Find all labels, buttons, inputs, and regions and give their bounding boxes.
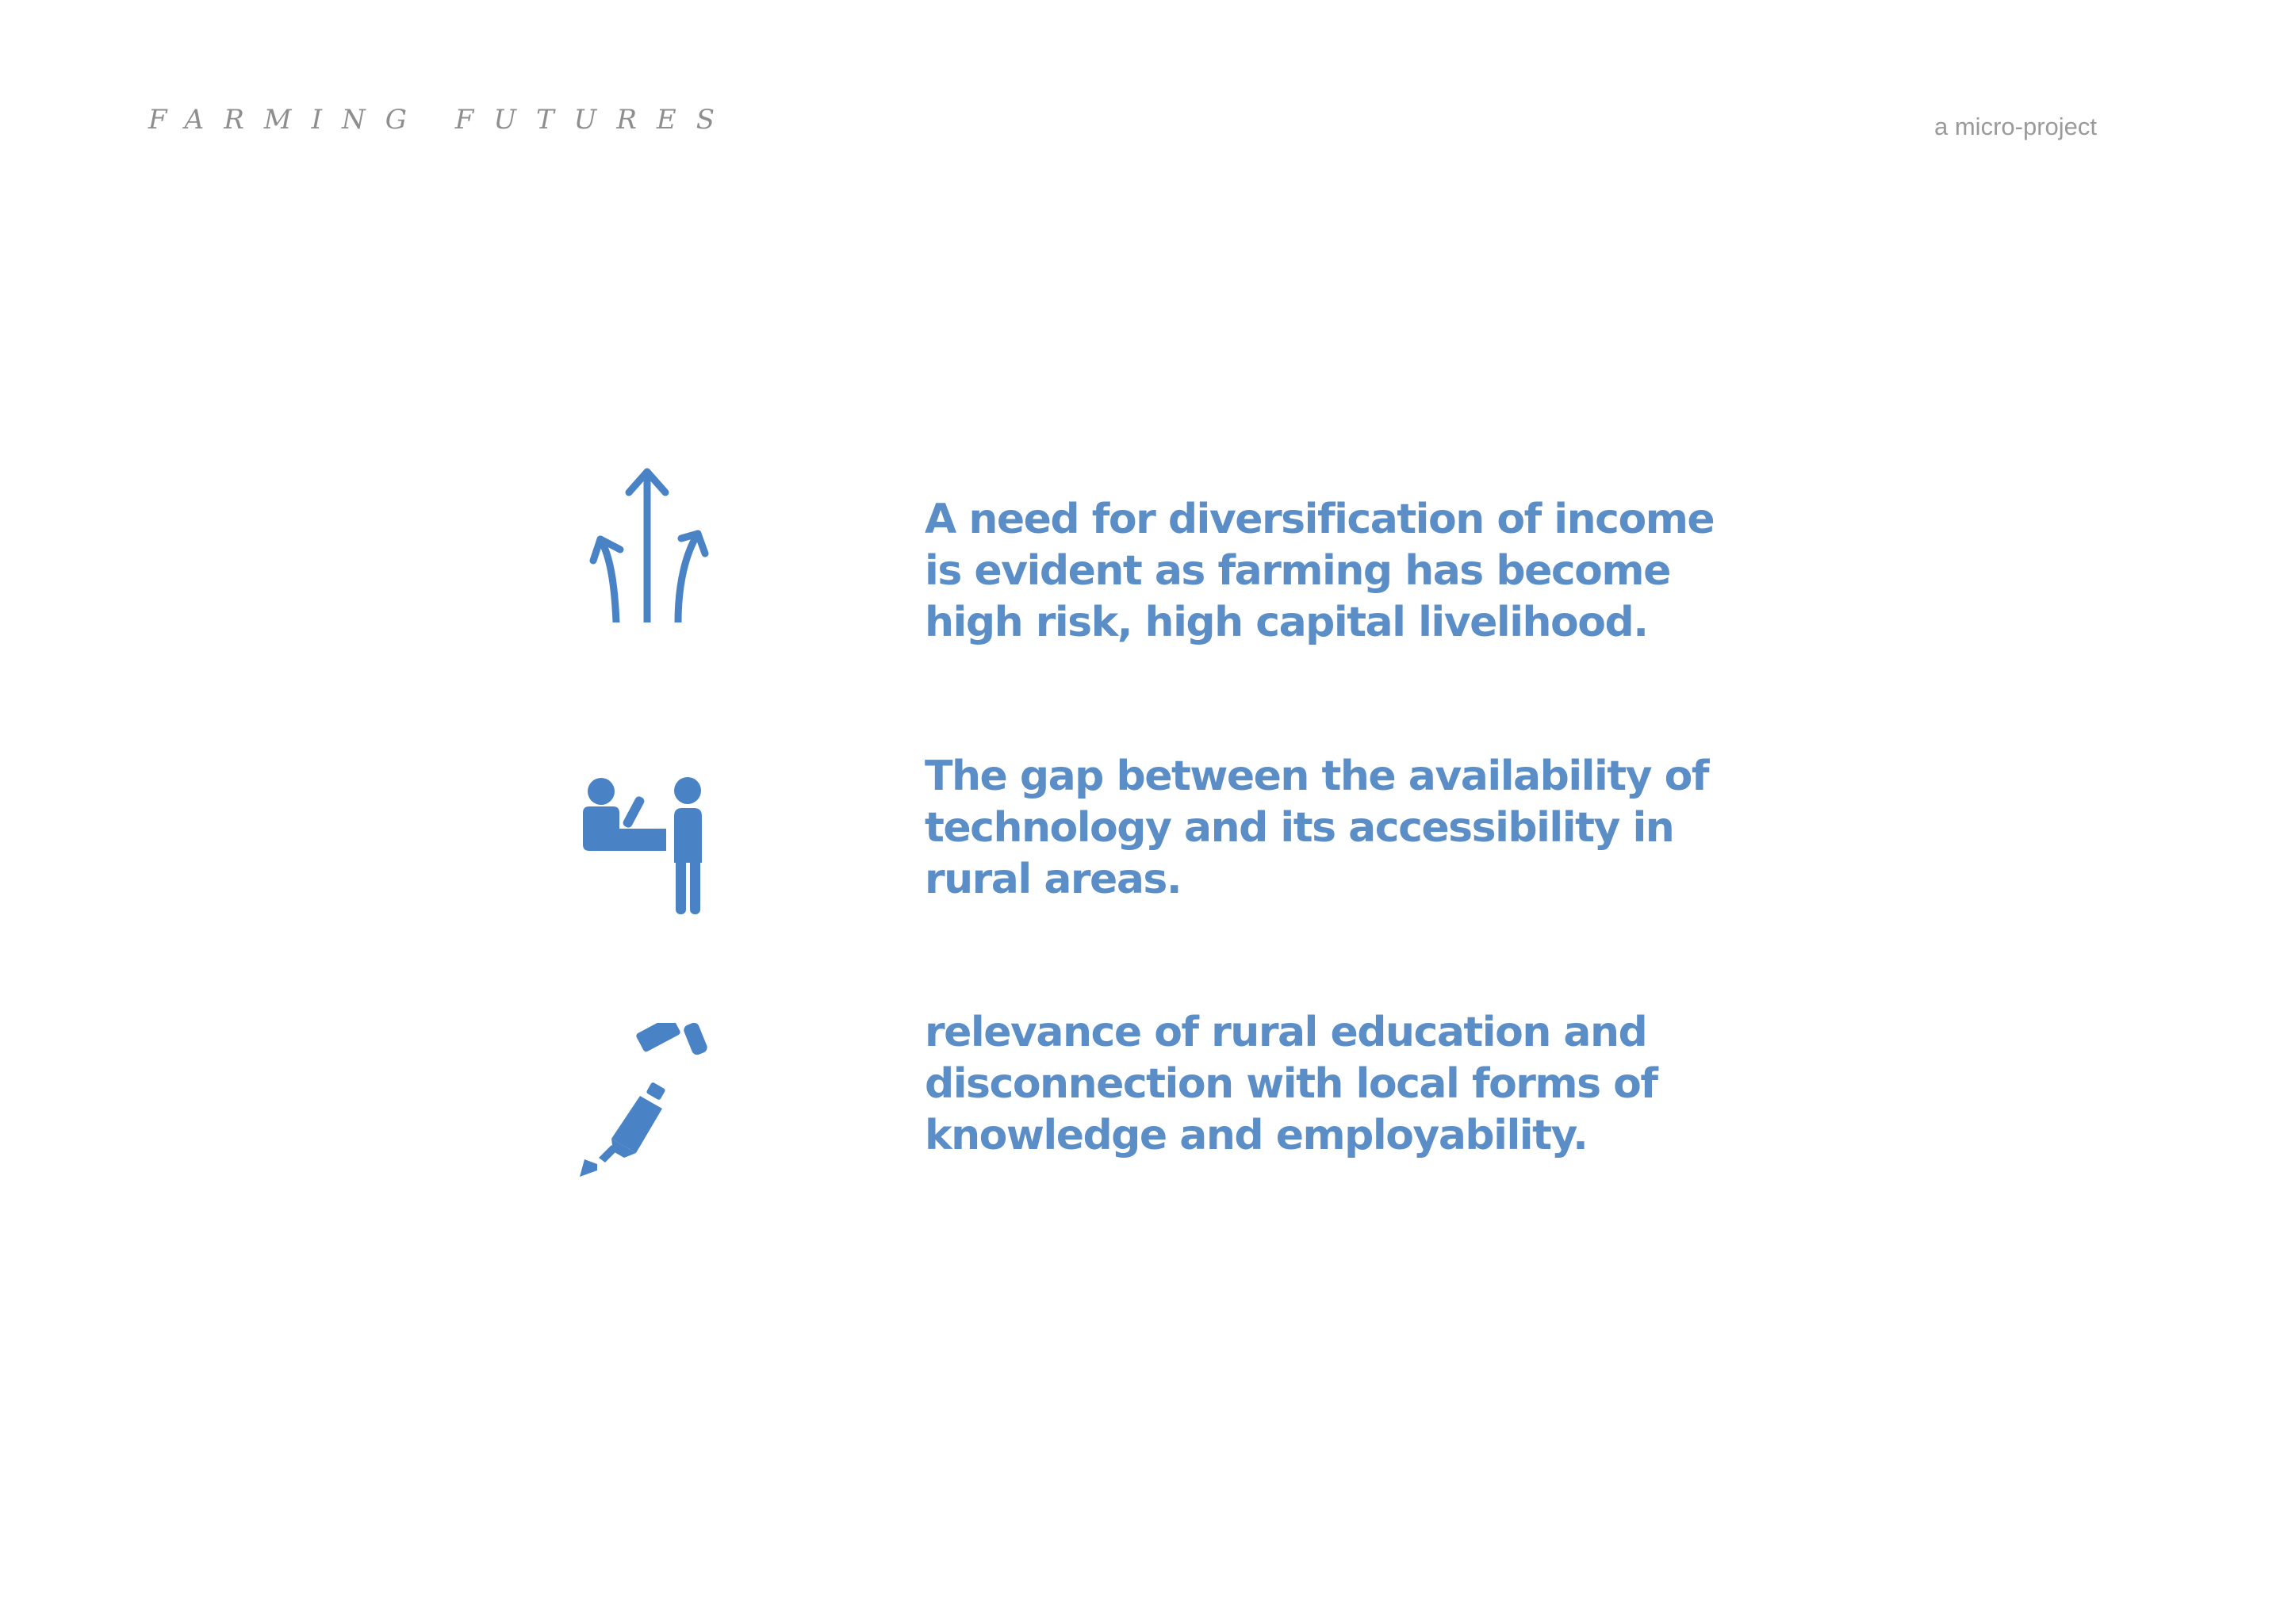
diverging-arrows-icon (569, 464, 727, 622)
brand-title: FARMING FUTURES (148, 104, 735, 136)
point-diversification-text: A need for diversification of income is evident as farming has become high risk, high capital livelihood. (925, 496, 1715, 646)
teacher-student-icon (575, 772, 734, 930)
point-rural-education-text: relevance of rural education and disconnection with local forms of knowledge and employability. (925, 1009, 1657, 1159)
broken-pencil-icon (577, 1023, 735, 1182)
point-technology-gap-text: The gap between the availability of technology and its accessibility in rural areas. (925, 753, 1709, 903)
tagline: a micro-project (1934, 113, 2097, 140)
